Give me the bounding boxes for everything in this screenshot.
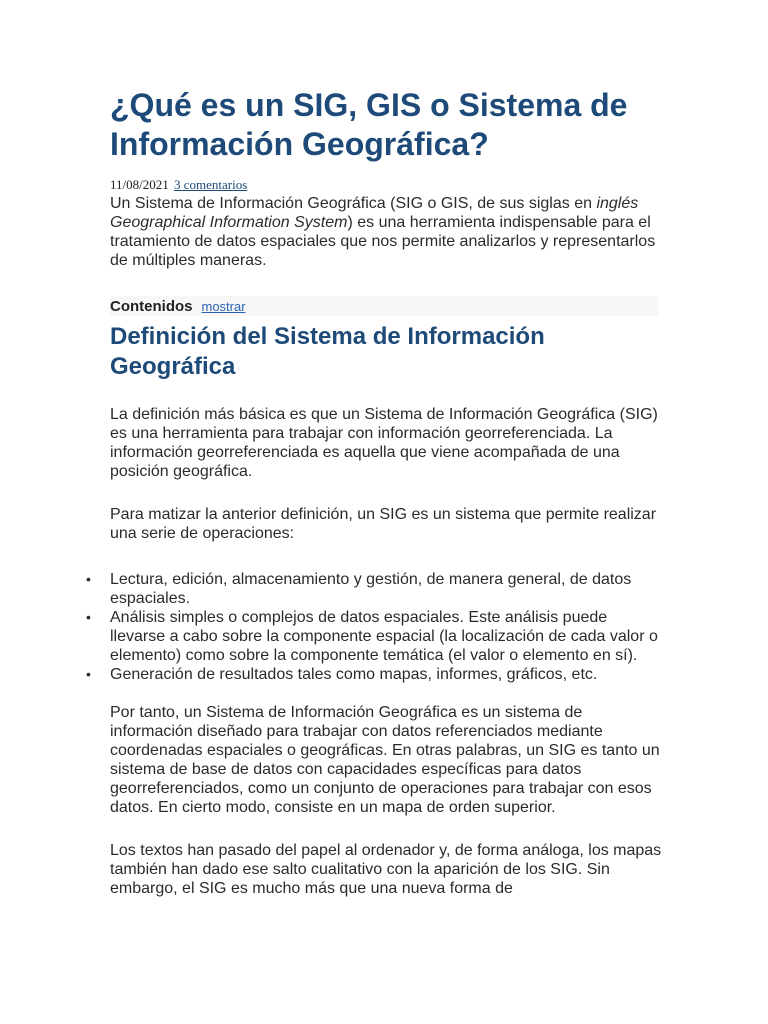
intro-text-start: Un Sistema de Información Geográfica (SIG o GIS, de sus siglas en xyxy=(110,195,597,212)
bullet-icon: • xyxy=(86,571,91,587)
article-meta xyxy=(110,177,665,192)
list-item-text: Análisis simples o complejos de datos espaciales. Este análisis puede llevarse a cabo sobre la componente espacial (la localización de cada valor o elemento) como sobre la componente temática (el valor o elemento en sí). xyxy=(110,609,658,664)
continuation-paragraph: Los textos han pasado del papel al ordenador y, de forma análoga, los mapas también han dado ese salto cualitativo con la aparición de los SIG. Sin embargo, el SIG es mucho más que una nueva forma de xyxy=(110,842,662,897)
list-item xyxy=(86,608,665,665)
bullet-icon: • xyxy=(86,609,91,625)
publish-date: 11/08/2021 xyxy=(110,177,169,192)
article xyxy=(86,86,665,898)
intro-text-italic: inglés Geographical Information System xyxy=(110,195,639,231)
list-item xyxy=(86,570,665,608)
article-title: ¿Qué es un SIG, GIS o Sistema de Información Geográfica? xyxy=(110,87,628,162)
operations-list xyxy=(86,570,665,684)
bullet-icon: • xyxy=(86,666,91,682)
summary-paragraph: Por tanto, un Sistema de Información Geográfica es un sistema de información diseñado para trabajar con datos referenciados mediante coordenadas espaciales o geográficas. En otras palabras, un SIG es tanto un sistema de base de datos con capacidades específicas para datos georreferenciados, como un conjunto de operaciones para trabajar con esos datos. En cierto modo, consiste en un mapa de orden superior. xyxy=(110,704,660,816)
list-item xyxy=(86,665,665,684)
intro-paragraph xyxy=(110,194,665,270)
section-heading: Definición del Sistema de Información Geográfica xyxy=(110,323,545,380)
definition-paragraph: La definición más básica es que un Sistema de Información Geográfica (SIG) es una herramienta para trabajar con información georreferenciada. La información georreferenciada es aquella que viene acompañada de una posición geográfica. xyxy=(110,406,658,480)
comments-link[interactable]: 3 comentarios xyxy=(174,177,248,192)
list-item-text: Lectura, edición, almacenamiento y gestión, de manera general, de datos espaciales. xyxy=(110,571,632,607)
list-item-text: Generación de resultados tales como mapas, informes, gráficos, etc. xyxy=(110,666,598,683)
contents-toggle-link[interactable]: mostrar xyxy=(201,298,246,314)
table-of-contents xyxy=(110,296,658,316)
operations-intro-paragraph: Para matizar la anterior definición, un SIG es un sistema que permite realizar una serie de operaciones: xyxy=(110,506,657,542)
contents-label: Contenidos xyxy=(110,297,193,315)
intro-text-end: ) es una herramienta indispensable para el tratamiento de datos espaciales que nos permite analizarlos y representarlos de múltiples maneras. xyxy=(110,214,656,269)
